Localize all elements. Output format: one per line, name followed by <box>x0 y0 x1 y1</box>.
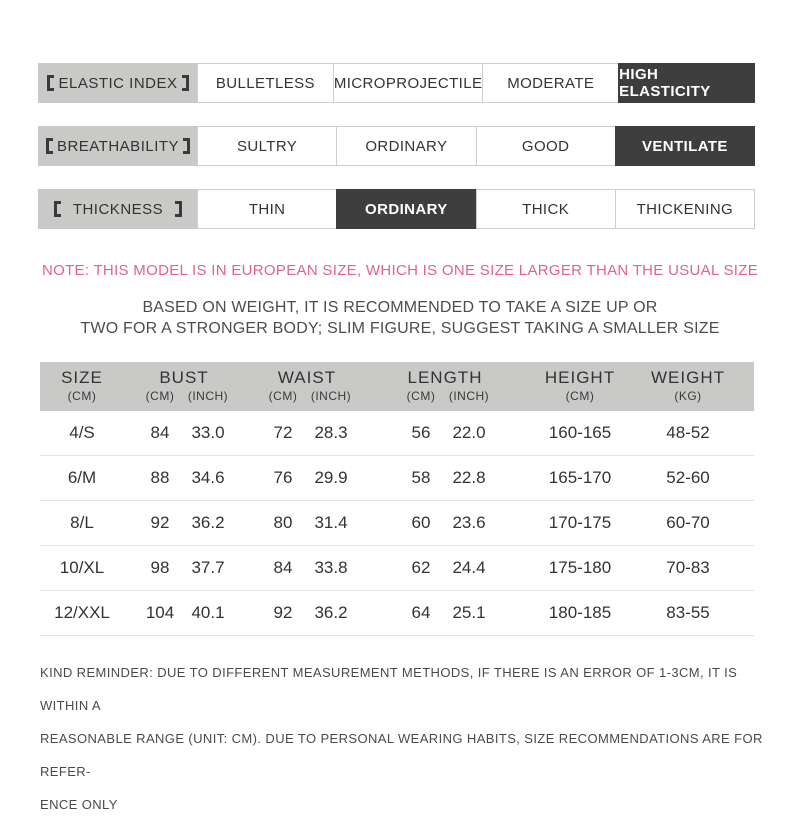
waist-inch: 28.3 <box>314 423 348 442</box>
weight-value: 70-83 <box>666 558 710 577</box>
unit-weight: (KG) <box>674 389 702 403</box>
length-cm: 62 <box>411 558 431 577</box>
unit-waist-cm: (CM) <box>268 389 298 403</box>
bracket-right-icon <box>183 138 190 154</box>
unit-length-cm: (CM) <box>406 389 436 403</box>
size-value: 4/S <box>69 423 95 442</box>
length-cm: 56 <box>411 423 431 442</box>
bust-value <box>124 411 244 455</box>
length-cm: 60 <box>411 513 431 532</box>
option-bulletless: BULLETLESS <box>197 63 334 103</box>
weight-value: 60-70 <box>666 513 710 532</box>
option-moderate: MODERATE <box>482 63 619 103</box>
height-value: 170-175 <box>548 513 612 532</box>
col-header-length: LENGTH <box>407 368 483 387</box>
table-row-6m <box>40 456 754 501</box>
waist-value <box>244 591 370 635</box>
bust-value <box>124 456 244 500</box>
size-value: 10/XL <box>59 558 105 577</box>
length-value <box>370 591 520 635</box>
bracket-left-icon <box>54 201 61 217</box>
bust-cm: 84 <box>150 423 170 442</box>
length-cm: 64 <box>411 603 431 622</box>
waist-value <box>244 546 370 590</box>
waist-value <box>244 411 370 455</box>
weight-value: 52-60 <box>666 468 710 487</box>
col-header-size: SIZE <box>61 368 103 387</box>
col-header-waist: WAIST <box>277 368 337 387</box>
height-value: 175-180 <box>548 558 612 577</box>
height-value: 165-170 <box>548 468 612 487</box>
bust-value <box>124 546 244 590</box>
bust-cm: 104 <box>145 603 175 622</box>
note-european-size: NOTE: THIS MODEL IS IN EUROPEAN SIZE, WHICH IS ONE SIZE LARGER THAN THE USUAL SIZE <box>41 262 759 279</box>
bracket-left-icon <box>46 138 53 154</box>
waist-inch: 33.8 <box>314 558 348 577</box>
thickness-label <box>38 189 198 229</box>
bust-cm: 92 <box>150 513 170 532</box>
bust-value <box>124 591 244 635</box>
unit-bust <box>124 389 244 403</box>
option-sultry: SULTRY <box>197 126 337 166</box>
bust-cm: 88 <box>150 468 170 487</box>
thickness-label-text: THICKNESS <box>72 200 164 218</box>
kind-reminder-line-3: ENCE ONLY <box>40 797 118 812</box>
size-value: 6/M <box>67 468 97 487</box>
table-row-12xxl <box>40 591 754 636</box>
bust-inch: 36.2 <box>191 513 225 532</box>
height-value: 180-185 <box>548 603 612 622</box>
waist-inch: 31.4 <box>314 513 348 532</box>
unit-size: (CM) <box>67 389 97 403</box>
kind-reminder <box>40 656 766 821</box>
unit-bust-cm: (CM) <box>145 389 175 403</box>
breathability-bar <box>38 126 755 166</box>
bracket-right-icon <box>182 75 189 91</box>
breathability-label-text: BREATHABILITY <box>56 137 180 155</box>
option-ordinary-breathability: ORDINARY <box>336 126 476 166</box>
size-table-header <box>40 362 754 411</box>
size-table <box>40 362 754 636</box>
bust-inch: 37.7 <box>191 558 225 577</box>
option-microprojectile: MICROPROJECTILE <box>333 63 484 103</box>
length-value <box>370 501 520 545</box>
size-value: 8/L <box>70 513 94 532</box>
unit-length <box>370 389 520 403</box>
bust-inch: 33.0 <box>191 423 225 442</box>
option-high-elasticity-selected: HIGH ELASTICITY <box>618 63 755 103</box>
length-cm: 58 <box>411 468 431 487</box>
thickness-bar <box>38 189 755 229</box>
length-value <box>370 456 520 500</box>
waist-cm: 80 <box>273 513 293 532</box>
header-label-row <box>40 368 754 388</box>
table-row-8l <box>40 501 754 546</box>
note-weight-line-1: BASED ON WEIGHT, IT IS RECOMMENDED TO TAKE A SIZE UP OR <box>142 299 658 316</box>
waist-value <box>244 456 370 500</box>
elastic-index-bar <box>38 63 755 103</box>
weight-value: 83-55 <box>666 603 710 622</box>
height-value: 160-165 <box>548 423 612 442</box>
weight-value: 48-52 <box>666 423 710 442</box>
table-row-4s <box>40 411 754 456</box>
option-ordinary-thickness-selected: ORDINARY <box>336 189 476 229</box>
option-thick: THICK <box>476 189 616 229</box>
length-inch: 22.0 <box>452 423 486 442</box>
unit-bust-inch: (INCH) <box>187 389 229 403</box>
note-weight-line-2: TWO FOR A STRONGER BODY; SLIM FIGURE, SUGGEST TAKING A SMALLER SIZE <box>80 320 720 337</box>
bracket-right-icon <box>175 201 182 217</box>
bust-inch: 40.1 <box>191 603 225 622</box>
length-value <box>370 411 520 455</box>
kind-reminder-line-2: REASONABLE RANGE (UNIT: CM). DUE TO PERSONAL WEARING HABITS, SIZE RECOMMENDATIONS ARE FOR REFER- <box>40 731 763 779</box>
length-inch: 22.8 <box>452 468 486 487</box>
waist-value <box>244 501 370 545</box>
option-good: GOOD <box>476 126 616 166</box>
length-value <box>370 546 520 590</box>
bust-value <box>124 501 244 545</box>
attribute-bars <box>38 63 755 252</box>
waist-cm: 92 <box>273 603 293 622</box>
length-inch: 25.1 <box>452 603 486 622</box>
breathability-label <box>38 126 198 166</box>
option-ventilate-selected: VENTILATE <box>615 126 755 166</box>
length-inch: 24.4 <box>452 558 486 577</box>
option-thin: THIN <box>197 189 337 229</box>
length-inch: 23.6 <box>452 513 486 532</box>
note-weight-recommendation <box>0 297 800 339</box>
bust-inch: 34.6 <box>191 468 225 487</box>
header-unit-row <box>40 389 754 403</box>
table-row-10xl <box>40 546 754 591</box>
col-header-height: HEIGHT <box>544 368 616 387</box>
unit-height: (CM) <box>565 389 595 403</box>
unit-length-inch: (INCH) <box>448 389 490 403</box>
waist-cm: 76 <box>273 468 293 487</box>
size-value: 12/XXL <box>54 603 110 622</box>
unit-waist <box>244 389 370 403</box>
elastic-index-label-text: ELASTIC INDEX <box>58 74 178 92</box>
waist-inch: 29.9 <box>314 468 348 487</box>
col-header-weight: WEIGHT <box>651 368 725 387</box>
waist-cm: 72 <box>273 423 293 442</box>
waist-inch: 36.2 <box>314 603 348 622</box>
kind-reminder-line-1: KIND REMINDER: DUE TO DIFFERENT MEASUREMENT METHODS, IF THERE IS AN ERROR OF 1-3CM, IT IS WITHIN A <box>40 665 738 713</box>
unit-waist-inch: (INCH) <box>310 389 352 403</box>
waist-cm: 84 <box>273 558 293 577</box>
col-header-bust: BUST <box>159 368 209 387</box>
bracket-left-icon <box>47 75 54 91</box>
option-thickening: THICKENING <box>615 189 755 229</box>
elastic-index-label <box>38 63 198 103</box>
bust-cm: 98 <box>150 558 170 577</box>
